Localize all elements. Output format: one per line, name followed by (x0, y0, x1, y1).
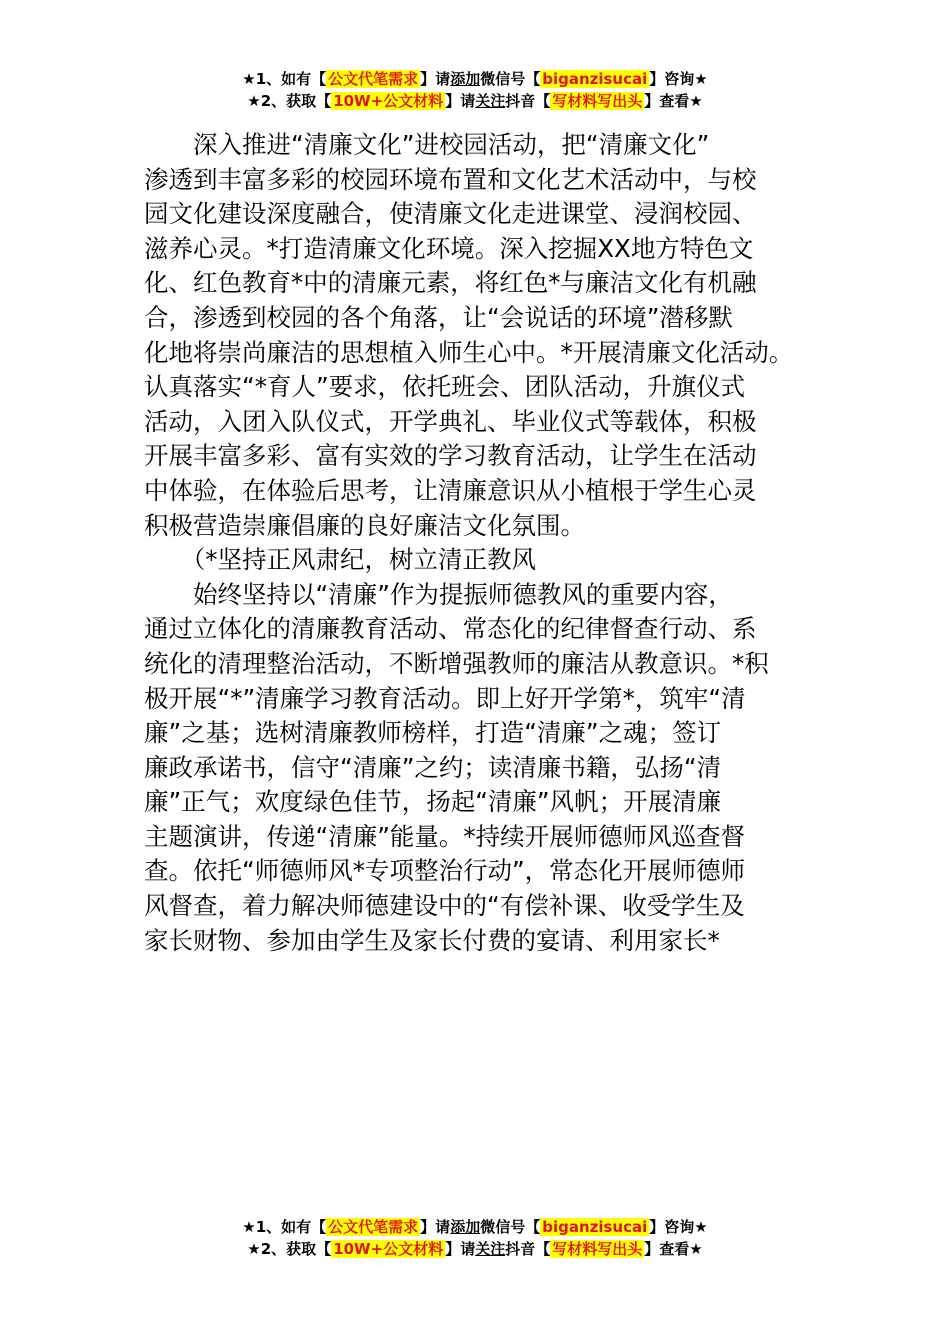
body-line: 活动，入团入队仪式，开学典礼、毕业仪式等载体，积极 (144, 406, 757, 436)
banner-text: 】查看★ (644, 1240, 703, 1258)
banner-text: ★1、如有【 (242, 70, 327, 88)
banner-line-1 (0, 68, 950, 90)
body-line: 中体验，在体验后思考，让清廉意识从小植根于学生心灵 (144, 475, 757, 505)
banner-highlight-douyin: 写材料写出头 (552, 92, 643, 110)
banner-underlined-text: 添加 (450, 1218, 481, 1236)
body-line: 廉政承诺书，信守“清廉”之约；读清廉书籍，弘扬“清 (144, 752, 722, 782)
banner-text: 】咨询★ (649, 1218, 708, 1236)
banner-text: ★2、获取【 (247, 92, 332, 110)
body-line: 积极营造崇廉倡廉的良好廉洁文化氛围。 (144, 510, 585, 540)
banner-text: ★2、获取【 (247, 1240, 332, 1258)
body-line: 查。依托“师德师风*专项整治行动”，常态化开展师德师 (144, 856, 746, 886)
body-line: 园文化建设深度融合，使清廉文化走进课堂、浸润校园、 (144, 199, 757, 229)
banner-text: 】请 (445, 92, 476, 110)
banner-text: 】查看★ (644, 92, 703, 110)
banner-text: 】请 (420, 1218, 451, 1236)
footer-banner (0, 1216, 950, 1260)
banner-underlined-text: 添加 (450, 70, 481, 88)
banner-text: 微信号【 (480, 70, 541, 88)
body-line: 化、红色教育*中的清廉元素，将红色*与廉洁文化有机融 (144, 268, 757, 298)
banner-highlight-materials: 10W+公文材料 (333, 92, 444, 110)
banner-text: ★1、如有【 (242, 1218, 327, 1236)
document-body (144, 128, 812, 958)
body-line: 极开展“*”清廉学习教育活动。即上好开学第*，筑牢“清 (144, 683, 746, 713)
body-line: 认真落实“*育人”要求，依托班会、团队活动，升旗仪式 (144, 372, 746, 402)
body-line: 风督查，着力解决师德建设中的“有偿补课、收受学生及 (144, 891, 745, 921)
body-line: 廉”正气；欢度绿色佳节，扬起“清廉”风帆；开展清廉 (144, 787, 722, 817)
body-line: 家长财物、参加由学生及家长付费的宴请、利用家长* (144, 925, 720, 955)
body-line: 始终坚持以“清廉”作为提振师德教风的重要内容， (144, 579, 733, 609)
banner-highlight-douyin: 写材料写出头 (552, 1240, 643, 1258)
banner-text: 】请 (445, 1240, 476, 1258)
body-line: 合，渗透到校园的各个角落，让“会说话的环境”潜移默 (144, 302, 733, 332)
banner-text: 】请 (420, 70, 451, 88)
body-line: 化地将崇尚廉洁的思想植入师生心中。*开展清廉文化活动。 (144, 337, 794, 367)
banner-highlight-service: 公文代笔需求 (328, 70, 419, 88)
banner-text: 抖音【 (505, 1240, 551, 1258)
banner-line-1 (0, 1216, 950, 1238)
banner-text: 微信号【 (480, 1218, 541, 1236)
banner-text: 】咨询★ (649, 70, 708, 88)
banner-highlight-wechat-id: biganzisucai (542, 70, 648, 88)
header-banner (0, 68, 950, 112)
banner-highlight-service: 公文代笔需求 (328, 1218, 419, 1236)
banner-highlight-materials: 10W+公文材料 (333, 1240, 444, 1258)
body-line: 深入推进“清廉文化”进校园活动，把“清廉文化” (144, 130, 710, 159)
banner-underlined-text: 关注 (475, 1240, 506, 1258)
banner-underlined-text: 关注 (475, 92, 506, 110)
banner-line-2 (0, 1238, 950, 1260)
body-line: 廉”之基；选树清廉教师榜样，打造“清廉”之魂；签订 (144, 718, 722, 748)
banner-line-2 (0, 90, 950, 112)
body-line: 渗透到丰富多彩的校园环境布置和文化艺术活动中，与校 (144, 164, 757, 194)
body-line: 滋养心灵。*打造清廉文化环境。深入挖掘XX地方特色文 (144, 233, 754, 263)
body-line: 通过立体化的清廉教育活动、常态化的纪律督查行动、系 (144, 614, 757, 644)
body-line: 开展丰富多彩、富有实效的学习教育活动，让学生在活动 (144, 441, 757, 471)
body-line: 统化的清理整治活动，不断增强教师的廉洁从教意识。*积 (144, 648, 769, 678)
banner-text: 抖音【 (505, 92, 551, 110)
body-line: 主题演讲，传递“清廉”能量。*持续开展师德师风巡查督 (144, 821, 746, 851)
banner-highlight-wechat-id: biganzisucai (542, 1218, 648, 1236)
section-heading: （*坚持正风肃纪，树立清正教风 (144, 545, 536, 575)
